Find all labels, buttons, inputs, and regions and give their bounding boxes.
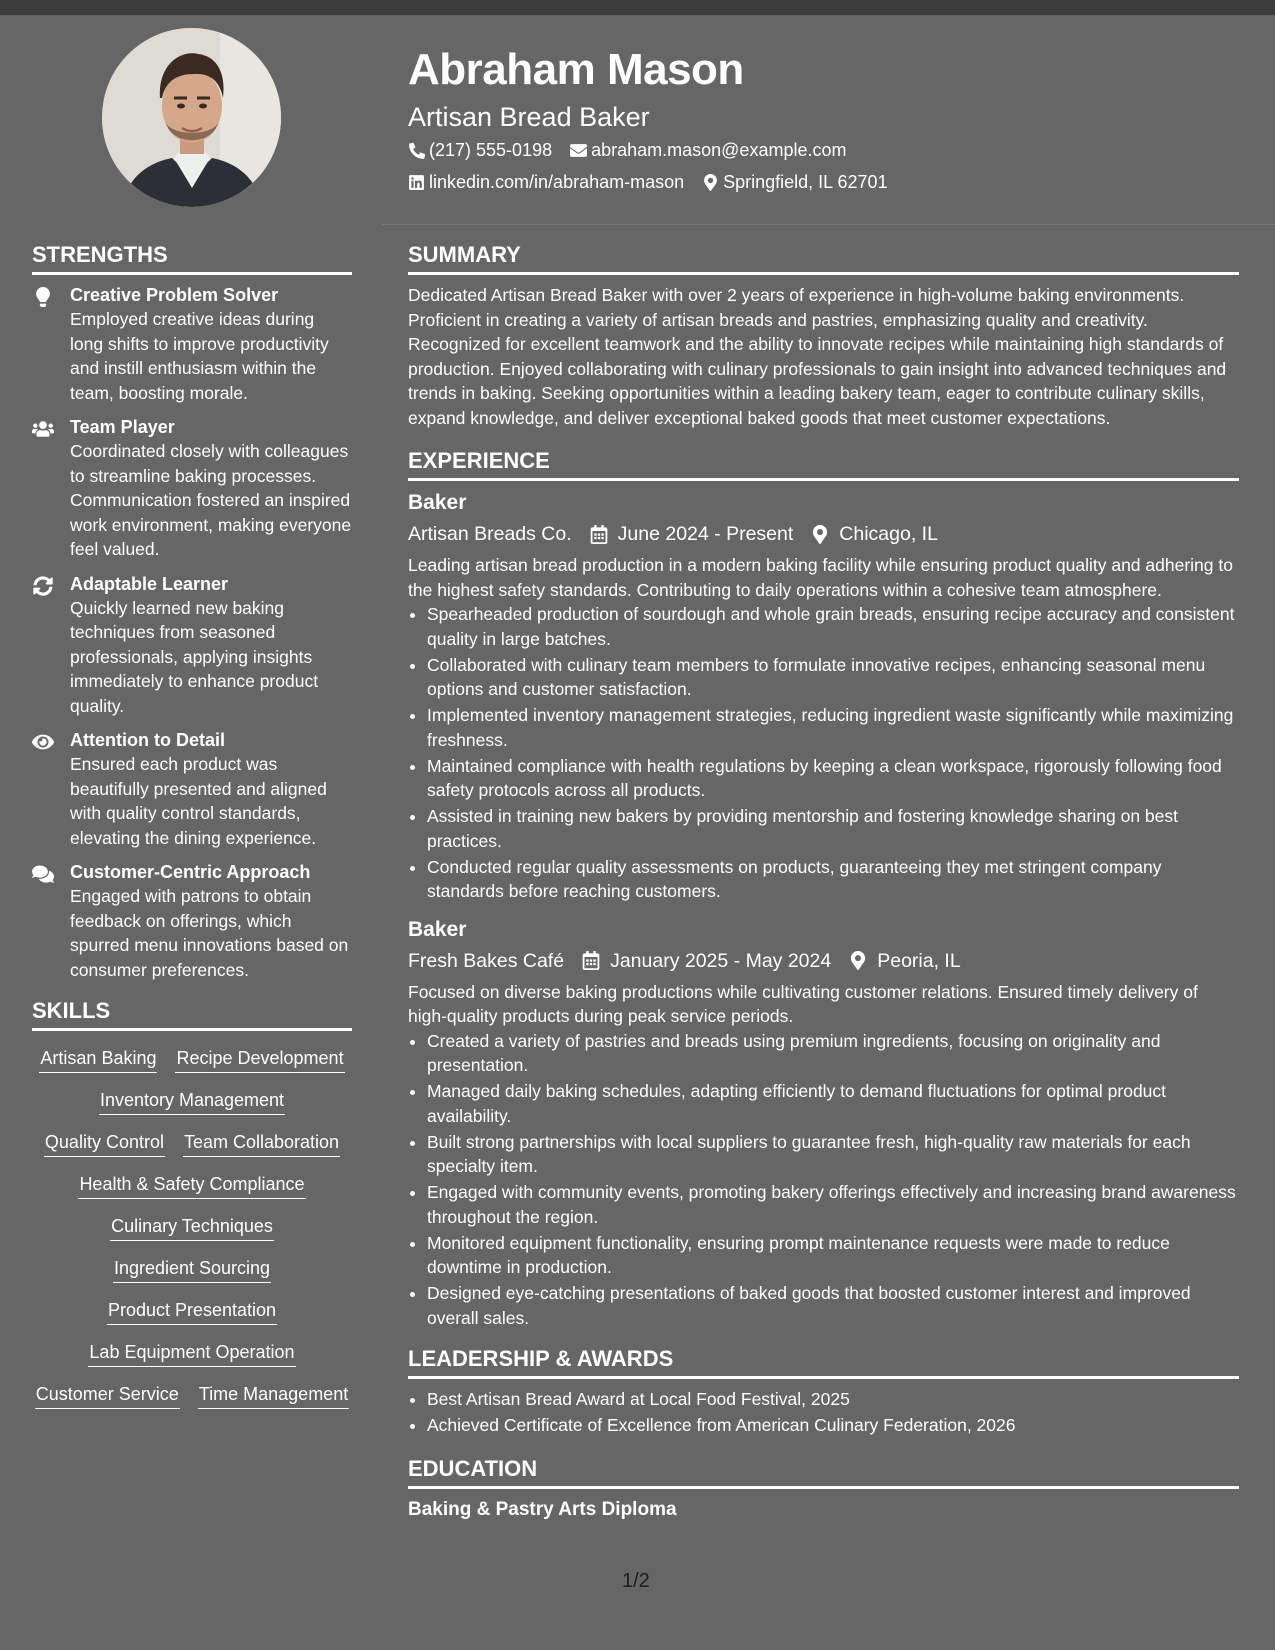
strength-description: Employed creative ideas during long shifts to improve productivity and instill enthusiasm within the team, boosting morale. [70,309,329,403]
strength-name: Adaptable Learner [70,573,229,594]
linkedin-text: linkedin.com/in/abraham-mason [429,172,685,192]
calendar-icon [582,951,600,970]
linkedin-icon [408,174,425,191]
contact-row-2 [408,166,1248,198]
phone-text: (217) 555-0198 [429,140,553,160]
job-bullet: • Monitored equipment functionality, ensuring prompt maintenance requests were made to reduce downtime in production. [427,1231,1239,1280]
eye-icon [32,728,70,850]
skill-tag: Customer Service [35,1381,180,1409]
job-title: Baker [408,917,467,941]
job-location-text: Peoria, IL [877,949,961,972]
left-column [32,240,352,1409]
email-contact[interactable] [570,134,846,166]
calendar-icon [590,525,608,544]
skill-tag: Time Management [198,1381,349,1409]
candidate-title: Artisan Bread Baker [408,102,650,132]
skill-tag: Team Collaboration [183,1129,340,1157]
lightbulb-icon [32,283,70,405]
job-bullets [408,602,1239,904]
refresh-icon [32,572,70,719]
location-contact [702,166,887,198]
summary-text: Dedicated Artisan Bread Baker with over 2 years of experience in high-volume baking environments. Proficient in creating a variety of artisan breads and pastries, emphasizing quality and creativity. Recognized for excellent teamwork and the ability to innovate recipes while maintaining high standards of production. Enjoyed collaborating with culinary professionals to gain insight into advanced techniques and trends in baking. Seeking opportunities within a leading bakery team, eager to contribute culinary skills, expand knowledge, and deliver exceptional baked goods that meet customer expectations. [408,285,1227,428]
skill-tag: Product Presentation [107,1297,277,1325]
job-dates [590,519,794,549]
job-location-text: Chicago, IL [839,523,938,545]
strength-text [70,860,352,982]
job-description: Leading artisan bread production in a modern baking facility while ensuring product quality and adhering to the highest safety standards. Contributing to daily operations within a cohesive team atmosphere. [408,555,1233,600]
job-bullet: • Implemented inventory management strategies, reducing ingredient waste significantly while maximizing freshness. [427,703,1239,752]
location-text: Springfield, IL 62701 [723,172,888,192]
job-bullet: • Managed daily baking schedules, adapting efficiently to demand fluctuations for optimal product availability. [427,1079,1239,1128]
map-marker-icon [849,951,867,970]
candidate-name: Abraham Mason [408,45,744,94]
award-item: • Achieved Certificate of Excellence from American Culinary Federation, 2026 [427,1413,1239,1438]
skill-tag: Ingredient Sourcing [113,1255,271,1283]
skill-tag: Lab Equipment Operation [88,1339,295,1367]
strength-text [70,572,352,719]
email-text: abraham.mason@example.com [591,140,847,160]
map-marker-icon [702,174,719,191]
strength-description: Engaged with patrons to obtain feedback on offerings, which spurred menu innovations based on consumer preferences. [70,886,349,980]
leadership-heading: LEADERSHIP & AWARDS [408,1344,1239,1379]
job-bullets [408,1029,1239,1331]
job-location [811,519,938,549]
strength-item [32,572,352,719]
job-bullet: • Created a variety of pastries and breads using premium ingredients, focusing on originality and presentation. [427,1029,1239,1078]
summary-heading: SUMMARY [408,240,1239,275]
job-dates-text: January 2025 - May 2024 [610,949,832,972]
strength-name: Customer-Centric Approach [70,862,311,882]
job-bullet: • Collaborated with culinary team members to formulate innovative recipes, enhancing seasonal menu options and customer satisfaction. [427,653,1239,702]
skill-tag: Health & Safety Compliance [78,1171,305,1199]
strength-description: Quickly learned new baking techniques from seasoned professionals, applying insights immediately to enhance product quality. [70,597,319,716]
skill-tag: Artisan Baking [39,1045,157,1073]
strength-item [32,283,352,405]
job-bullet: • Designed eye-catching presentations of baked goods that boosted customer interest and improved overall sales. [427,1281,1239,1330]
strength-item [32,860,352,982]
job-bullet: • Spearheaded production of sourdough and whole grain breads, ensuring recipe accuracy and consistent quality in large batches. [427,602,1239,651]
job-location [849,946,960,976]
strength-text [70,283,352,405]
skill-tag: Quality Control [44,1129,165,1157]
job-bullet: • Maintained compliance with health regulations by keeping a clean workspace, rigorously following food safety protocols across all products. [427,754,1239,803]
header-divider [382,224,1275,225]
header [408,40,1248,198]
strength-item [32,728,352,850]
strength-description: Ensured each product was beautifully presented and aligned with quality control standards, elevating the dining experience. [70,754,327,848]
skill-tag: Recipe Development [175,1045,344,1073]
experience-heading: EXPERIENCE [408,446,1239,481]
job-description: Focused on diverse baking productions while cultivating customer relations. Ensured timely delivery of high-quality products during peak service periods. [408,981,1198,1026]
job-meta [408,519,1239,549]
strength-description: Coordinated closely with colleagues to streamline baking processes. Communication fostered an inspired work environment, making everyone feel valued. [70,441,352,559]
right-column [408,240,1239,1523]
skills-list [32,1045,352,1409]
education-heading: EDUCATION [408,1454,1239,1489]
phone-icon [408,142,425,159]
users-icon [32,415,70,562]
page-number: 1/2 [622,1570,650,1592]
job-bullet: • Conducted regular quality assessments on products, guaranteeing they met stringent company standards before reaching customers. [427,855,1239,904]
strength-text [70,728,352,850]
strength-name: Attention to Detail [70,730,225,750]
linkedin-contact[interactable] [408,166,684,198]
award-item: • Best Artisan Bread Award at Local Food Festival, 2025 [427,1387,1239,1412]
envelope-icon [570,142,587,159]
job-bullet: • Engaged with community events, promoting bakery offerings effectively and increasing brand awareness throughout the region. [427,1180,1239,1229]
strengths-list [32,283,352,982]
job-dates-text: June 2024 - Present [617,523,794,545]
strengths-heading: STRENGTHS [32,240,352,275]
strength-text [70,415,352,562]
jobs-list [408,489,1239,1330]
job-meta [408,946,1239,976]
avatar [102,28,281,207]
job-company: Artisan Breads Co. [408,523,572,545]
skills-heading: SKILLS [32,996,352,1031]
education-degree: Baking & Pastry Arts Diploma [408,1498,677,1520]
top-bar [0,0,1275,15]
job-company: Fresh Bakes Café [408,949,565,972]
strength-item [32,415,352,562]
job-bullet: • Built strong partnerships with local suppliers to guarantee fresh, high-quality raw materials for each specialty item. [427,1130,1239,1179]
job-bullet: • Assisted in training new bakers by providing mentorship and fostering knowledge sharing on best practices. [427,804,1239,853]
job-dates [582,946,831,976]
job-entry [408,489,1239,904]
strength-name: Team Player [70,417,175,437]
phone-contact[interactable] [408,134,552,166]
comments-icon [32,860,70,982]
strength-name: Creative Problem Solver [70,285,279,305]
skill-tag: Culinary Techniques [110,1213,274,1241]
skill-tag: Inventory Management [99,1087,285,1115]
contact-row-1 [408,134,1248,166]
job-entry [408,916,1239,1331]
leadership-list [408,1387,1239,1438]
job-title: Baker [408,491,467,514]
map-marker-icon [811,525,829,544]
